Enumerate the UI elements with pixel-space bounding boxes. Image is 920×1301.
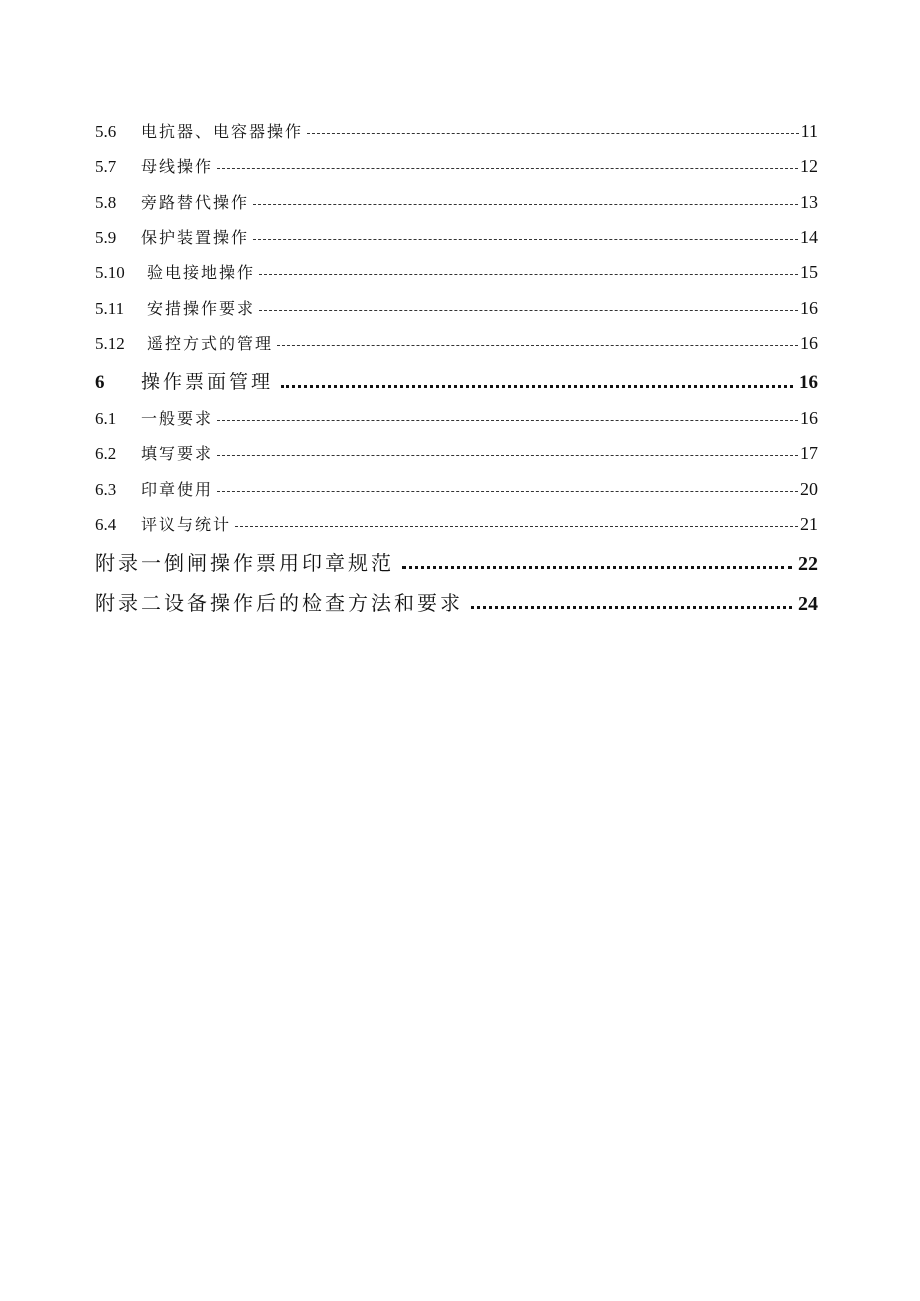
toc-entry-page: 14: [800, 227, 818, 247]
toc-entry-title: 遥控方式的管理: [147, 334, 274, 353]
toc-entry-title: 附录二设备操作后的检查方法和要求: [95, 591, 463, 615]
toc-entry-page: 16: [800, 333, 818, 353]
toc-entry-number: 5.9: [95, 228, 117, 247]
toc-leader: [253, 239, 798, 240]
toc-entry-page: 16: [800, 408, 818, 428]
toc-entry-title: 操作票面管理: [141, 371, 274, 393]
toc-entry-number: 5.7: [95, 157, 117, 176]
toc-entry-page: 16: [799, 372, 818, 393]
toc-entry-title: 附录一倒闸操作票用印章规范: [95, 551, 394, 575]
toc-entry-5-7[interactable]: [95, 154, 818, 178]
toc-entry-number: 6.4: [95, 515, 117, 534]
toc-entry-6[interactable]: [95, 367, 818, 395]
toc-entry-title: 母线操作: [141, 157, 214, 176]
toc-entry-number: 5.12: [95, 334, 125, 353]
toc-entry-6-1[interactable]: [95, 406, 818, 430]
toc-leader: [471, 606, 792, 609]
toc-leader: [281, 385, 793, 388]
toc-entry-page: 17: [800, 443, 818, 463]
toc-entry-page: 12: [800, 156, 818, 176]
toc-entry-title: 印章使用: [141, 480, 214, 499]
toc-entry-5-8[interactable]: [95, 190, 818, 214]
toc-entry-page: 15: [800, 262, 818, 282]
toc-entry-title: 评议与统计: [141, 515, 232, 534]
toc-entry-title: 填写要求: [141, 444, 214, 463]
toc-entry-page: 24: [798, 593, 818, 615]
toc-entry-number: 5.10: [95, 263, 125, 282]
toc-entry-6-2[interactable]: [95, 441, 818, 465]
toc-entry-appendix-2[interactable]: [95, 587, 818, 617]
toc-leader: [217, 420, 798, 421]
toc-leader: [307, 133, 799, 134]
toc-entry-page: 21: [800, 514, 818, 534]
toc-entry-title: 保护装置操作: [141, 228, 250, 247]
toc-entry-page: 16: [800, 298, 818, 318]
toc-leader: [217, 491, 798, 492]
toc-entry-5-10[interactable]: [95, 260, 818, 284]
toc-entry-6-3[interactable]: [95, 477, 818, 501]
toc-leader: [402, 566, 792, 569]
toc-entry-5-9[interactable]: [95, 225, 818, 249]
toc-entry-number: 6.1: [95, 409, 117, 428]
toc-entry-page: 13: [800, 192, 818, 212]
toc-entry-number: 6.2: [95, 444, 117, 463]
toc-entry-number: 6.3: [95, 480, 117, 499]
toc-entry-title: 旁路替代操作: [141, 193, 250, 212]
toc-leader: [277, 345, 798, 346]
toc-entry-5-6[interactable]: [95, 119, 818, 143]
toc-leader: [217, 168, 798, 169]
toc-leader: [235, 526, 798, 527]
toc-entry-number: 5.6: [95, 122, 117, 141]
toc-leader: [259, 274, 798, 275]
toc-entry-5-11[interactable]: [95, 296, 818, 320]
toc-leader: [253, 204, 798, 205]
toc-entry-number: 6: [95, 372, 105, 393]
toc-entry-appendix-1[interactable]: [95, 547, 818, 577]
toc-entry-page: 11: [800, 121, 818, 141]
toc-entry-title: 安措操作要求: [147, 299, 256, 318]
toc-entry-page: 20: [800, 479, 818, 499]
toc-leader: [259, 310, 798, 311]
toc-entry-number: 5.11: [95, 299, 125, 318]
toc-entry-page: 22: [798, 553, 818, 575]
toc-entry-6-4[interactable]: [95, 512, 818, 536]
toc-entry-5-12[interactable]: [95, 331, 818, 355]
toc-entry-number: 5.8: [95, 193, 117, 212]
toc-entry-title: 电抗器、电容器操作: [141, 122, 304, 141]
toc-entry-title: 验电接地操作: [147, 263, 256, 282]
toc-entry-title: 一般要求: [141, 409, 214, 428]
toc-leader: [217, 455, 798, 456]
